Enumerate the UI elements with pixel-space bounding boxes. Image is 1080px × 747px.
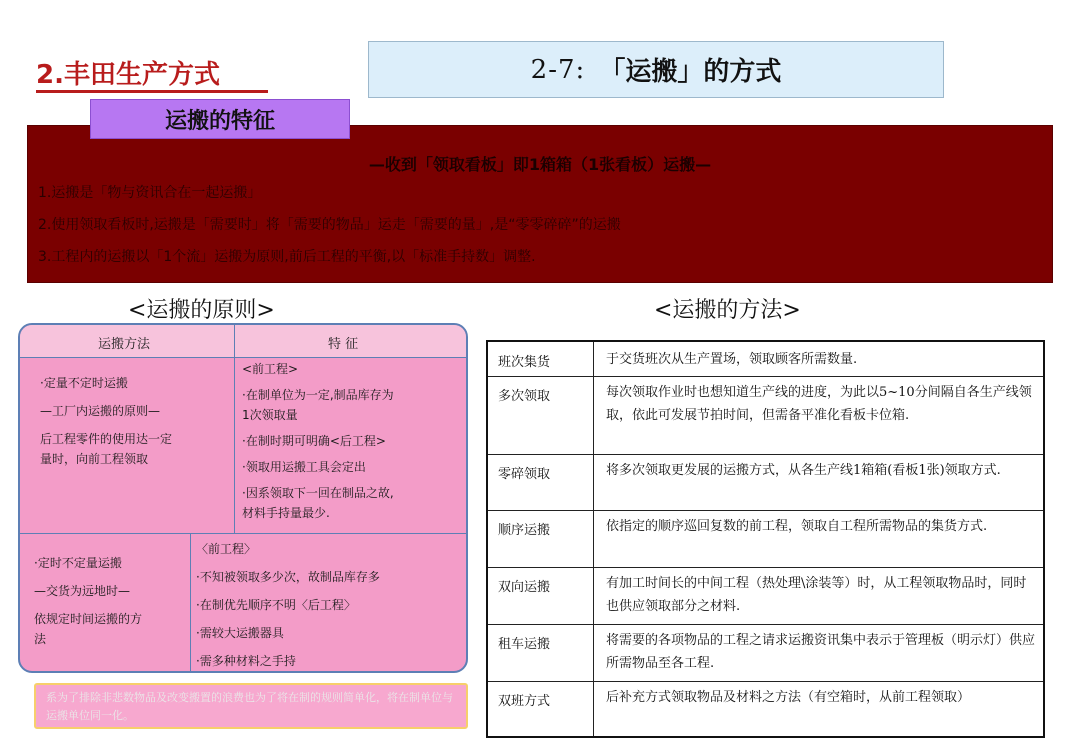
method-name: 顺序运搬 (498, 523, 551, 538)
principle-col-divider-2 (190, 533, 191, 671)
text-line: —交货为远地时— (34, 584, 131, 598)
principle-col-method: 运搬方法 (98, 337, 151, 352)
text-line: ·定时不定量运搬 (34, 556, 122, 570)
text-line: 材料手持量最少. (242, 506, 330, 520)
principle-col-divider-1 (234, 325, 235, 533)
table-row (488, 454, 1043, 511)
text-line: ·因系领取下一回在制品之故, (242, 486, 394, 500)
principle-col-feature: 特 征 (328, 337, 359, 352)
principle-header-divider (20, 357, 466, 358)
banner-line-1: 1.运搬是「物与资讯合在一起运搬」 (38, 185, 262, 201)
method-desc: 将多次领取更发展的运搬方式，从各生产线1箱箱(看板1张)领取方式. (606, 463, 1001, 478)
text-line: 后工程零件的使用达一定 (40, 432, 173, 446)
table-row (488, 567, 1043, 625)
principle-heading: <运搬的原则> (128, 298, 275, 323)
principle-row1-feature (242, 359, 466, 523)
table-row (488, 510, 1043, 568)
section-underline (36, 90, 268, 93)
table-row (488, 624, 1043, 682)
text-line: ·领取用运搬工具会定出 (242, 460, 366, 474)
table-row (488, 681, 1043, 737)
text-line: ·在制优先顺序不明〈后工程〉 (196, 598, 356, 612)
method-desc: 有加工时间长的中间工程（热处理\涂装等）时，从工程领取物品时，同时也供应领取部分之材料. (606, 576, 1027, 614)
principle-row2-feature (196, 539, 466, 671)
method-name: 班次集货 (498, 355, 551, 370)
text-line: ·定量不定时运搬 (40, 376, 128, 390)
slide-title-box (368, 41, 944, 98)
principle-table (18, 323, 468, 673)
banner-line-3: 3.工程内的运搬以「1个流」运搬为原则,前后工程的平衡,以「标准手持数」调整. (38, 249, 536, 265)
text-line: 量时，向前工程领取 (40, 452, 149, 466)
text-line: ·在制时期可明确<后工程> (242, 434, 386, 448)
method-name: 双班方式 (498, 694, 551, 709)
banner-heading: —收到「领取看板」即1箱箱（1张看板）运搬— (368, 155, 712, 174)
principle-row1-method (40, 373, 230, 469)
features-banner (27, 125, 1053, 283)
method-desc: 依指定的顺序巡回复数的前工程，领取自工程所需物品的集货方式. (606, 519, 988, 534)
text-line: ·在制单位为一定,制品库存为 (242, 388, 394, 402)
text-line: <前工程> (242, 362, 299, 376)
text-line: —工厂内运搬的原则— (40, 404, 161, 418)
principle-row2-method (34, 553, 186, 649)
method-desc: 每次领取作业时也想知道生产线的进度，为此以5~10分间隔自各生产线领取，依此可发展节拍时间，但需备平准化看板卡位箱. (606, 385, 1032, 423)
slide-title: 「运搬」的方式 (599, 57, 782, 87)
table-row (488, 376, 1043, 455)
table-row (488, 342, 1043, 376)
method-name: 双向运搬 (498, 580, 551, 595)
text-line: 〈前工程〉 (196, 542, 257, 556)
text-line: 法 (34, 632, 47, 646)
banner-line-2: 2.使用领取看板时,运搬是「需要时」将「需要的物品」运走「需要的量」,是“零零碎碎”的运搬 (38, 217, 621, 233)
method-desc: 后补充方式领取物品及材料之方法（有空箱时，从前工程领取） (606, 690, 971, 705)
text-line: ·不知被领取多少次，故制品库存多 (196, 570, 380, 584)
text-line: 依规定时间运搬的方 (34, 612, 143, 626)
text-line: ·需多种材料之手持 (196, 654, 296, 668)
method-name: 零碎领取 (498, 467, 551, 482)
methods-heading: <运搬的方法> (654, 298, 801, 323)
method-desc: 将需要的各项物品的工程之请求运搬资讯集中表示于管理板（明示灯）供应所需物品至各工程. (606, 633, 1036, 671)
method-name: 多次领取 (498, 389, 551, 404)
text-line: ·需较大运搬器具 (196, 626, 284, 640)
features-tab: 运搬的特征 (90, 99, 350, 139)
methods-table (486, 340, 1045, 738)
slide-number: 2-7: (530, 54, 586, 85)
text-line: 1次领取量 (242, 408, 298, 422)
method-name: 租车运搬 (498, 637, 551, 652)
principle-note: 系为了排除非悲数物品及改变搬置的浪费也为了将在制的规则简单化，将在制单位与运搬单位同一化。 (34, 683, 468, 729)
principle-row-divider (20, 533, 466, 534)
section-title: 2.丰田生产方式 (36, 60, 220, 90)
method-desc: 于交货班次从生产置场，领取顾客所需数量. (606, 352, 858, 367)
